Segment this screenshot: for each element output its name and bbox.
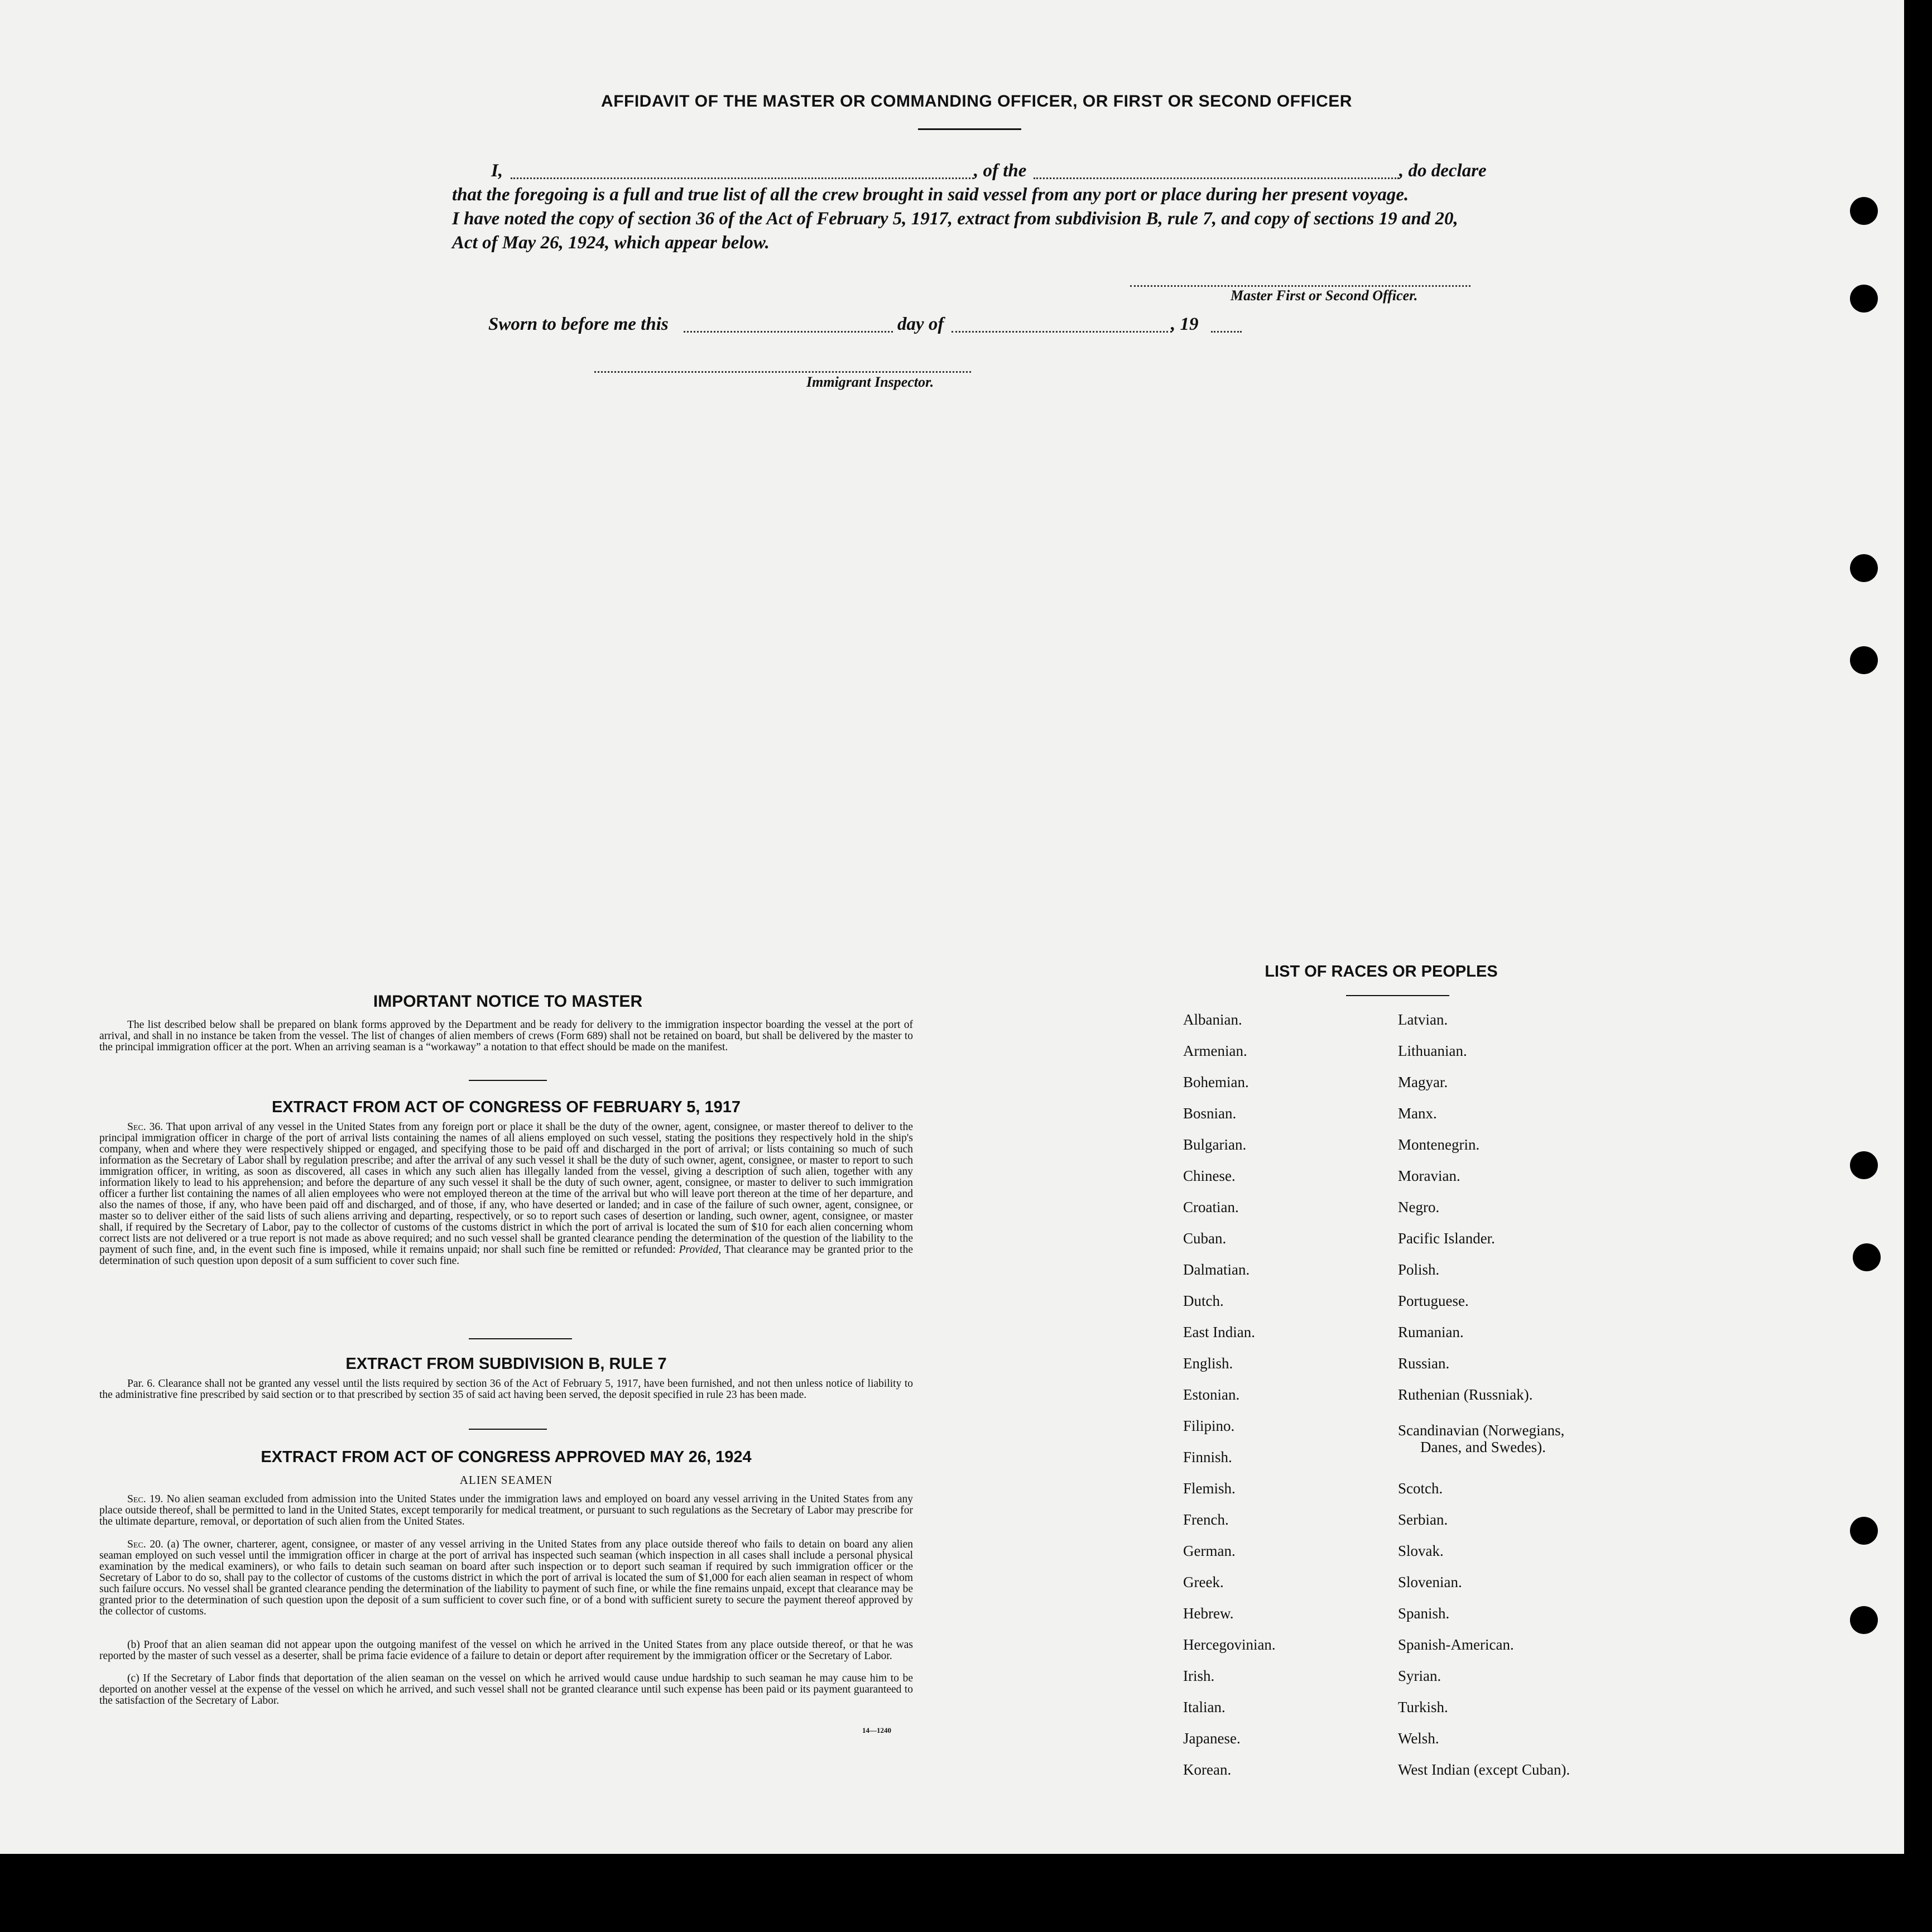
race-item: Estonian. [1183, 1386, 1240, 1403]
race-item: East Indian. [1183, 1324, 1255, 1340]
punch-hole [1850, 1606, 1878, 1634]
punch-hole [1850, 646, 1878, 674]
rule-7-title: EXTRACT FROM SUBDIVISION B, RULE 7 [345, 1355, 667, 1373]
race-item: Lithuanian. [1398, 1042, 1467, 1059]
name-blank[interactable] [511, 177, 974, 179]
notice-rule [469, 1080, 547, 1081]
race-item: Spanish-American. [1398, 1636, 1514, 1653]
sworn-day-blank[interactable] [684, 331, 893, 333]
section-20-label: Sec. 20. [127, 1539, 164, 1550]
race-item: Pacific Islander. [1398, 1230, 1495, 1247]
section-20a-body [99, 1539, 913, 1617]
race-item: Montenegrin. [1398, 1136, 1480, 1153]
section-36-label: Sec. 36. [127, 1121, 163, 1133]
title-rule [918, 128, 1021, 130]
race-item: Greek. [1183, 1574, 1224, 1590]
notice-body: The list described below shall be prepared on blank forms approved by the Department and be ready for delivery to the immigration inspector boarding the vessel at the port of arrival, and shall in no instance be taken from the vessel. The list of changes of alien members of crews (Form 689) shall not be retained on board, but shall be delivered by the master to the principal immigration officer at the port. When an arriving seaman is a “workaway” a notation to that effect should be made on the manifest. [99, 1019, 913, 1053]
notice-title: IMPORTANT NOTICE TO MASTER [373, 992, 643, 1011]
race-item: Latvian. [1398, 1011, 1448, 1028]
race-item: Ruthenian (Russniak). [1398, 1386, 1533, 1403]
sworn-day-label: day of [897, 314, 944, 334]
section-36-tail: That clearance may be granted prior to the determination of such question upon deposit of a sum sufficient to cover such fine. [99, 1244, 914, 1267]
race-item: Slovenian. [1398, 1574, 1462, 1590]
race-item: German. [1183, 1542, 1236, 1559]
declaration-line-4: Act of May 26, 1924, which appear below. [452, 233, 770, 253]
race-item: Dutch. [1183, 1292, 1224, 1309]
race-item: Turkish. [1398, 1699, 1448, 1715]
section-20c-body: (c) If the Secretary of Labor finds that deportation of the alien seaman on the vessel on which he arrived would cause undue hardship to such seaman he may cause him to be deported on another vessel at the expense of the vessel on which he arrived, and such vessel shall not be granted clearance until such expense has been paid or its payment guaranteed to the satisfaction of the Secretary of Labor. [99, 1673, 913, 1707]
race-item: Rumanian. [1398, 1324, 1464, 1340]
race-item: Chinese. [1183, 1167, 1236, 1184]
race-item: Albanian. [1183, 1011, 1242, 1028]
race-item: Flemish. [1183, 1480, 1236, 1497]
declaration-line-1-suffix: , do declare [1399, 161, 1487, 181]
declaration-line-1-mid: , of the [974, 161, 1027, 181]
form-number: 14—1240 [862, 1726, 891, 1734]
race-item: Portuguese. [1398, 1292, 1469, 1309]
race-item: Bohemian. [1183, 1074, 1249, 1090]
race-item: Syrian. [1398, 1667, 1441, 1684]
race-item: Filipino. [1183, 1417, 1235, 1434]
races-title: LIST OF RACES OR PEOPLES [1265, 963, 1498, 981]
race-item: Korean. [1183, 1761, 1232, 1778]
section-20b-body: (b) Proof that an alien seaman did not appear upon the outgoing manifest of the vessel on which he arrived in the United States from any place outside thereof, or that he was reported by the master of such vessel as a deserter, shall be prima facie evidence of a failure to detain or deport after requirement by the immigration officer or the Secretary of Labor. [99, 1639, 913, 1662]
sworn-month-blank[interactable] [951, 331, 1172, 333]
race-item: Danes, and Swedes). [1420, 1439, 1546, 1455]
race-item: Cuban. [1183, 1230, 1227, 1247]
race-item: Negro. [1398, 1199, 1440, 1215]
race-item: Armenian. [1183, 1042, 1247, 1059]
vessel-blank[interactable] [1034, 177, 1399, 179]
section-20a-text: (a) The owner, charterer, agent, consignee, or master of any vessel arriving in the United States from any place outside thereof who fails to detain on board any alien seaman employed on such vessel until the immigration officer in charge at the port of arrival has inspected such seaman (which inspection in all cases shall include a personal physical examination by the medical examiners), or who fails to detain such seaman on board after such inspection or to deport such seaman if required by such immigration officer or the Secretary of Labor to do so, shall pay to the collector of customs of the customs district in which the port of arrival is located the sum of $1,000 for each alien seaman in respect of whom such failure occurs. No vessel shall be granted clearance pending the determination of the liability to payment of such fine, or while the fine remains unpaid, except that clearance may be granted prior to the determination of such question upon the deposit of a sum sufficient to cover such fine, or of a bond with sufficient surety to secure the payment thereof approved by the collector of customs. [99, 1539, 913, 1617]
race-item: Hercegovinian. [1183, 1636, 1276, 1653]
punch-hole [1850, 197, 1878, 225]
races-title-rule [1346, 995, 1449, 996]
race-item: Dalmatian. [1183, 1261, 1250, 1278]
section-36-text: That upon arrival of any vessel in the United States from any foreign port or place it shall be the duty of the owner, agent, consignee, or master thereof to deliver to the principal immigration officer in charge of the port of arrival lists containing the names of all aliens employed on such vessel, stating the positions they respectively hold in the ship's company, when and where they were respectively shipped or engaged, and specifying those to be paid off and discharged in the port of arrival; or lists containing so much of such information as the Secretary of Labor shall by regulation prescribe; and after the arrival of any such vessel it shall be the duty of such owner, agent, consignee, or master to report to such immigration officer, in writing, as soon as discovered, all cases in which any such alien has illegally landed from the vessel, giving a description of such alien, together with any information likely to lead to his apprehension; and before the departure of any such vessel it shall be the duty of such owner, agent, consignee, or master to deliver to such immigration officer a further list containing the names of all alien employees who were not employed thereon at the time of the arrival but who will leave port thereon at the time of her departure, and also the names of those, if any, who have been paid off and discharged, and of those, if any, who have deserted or landed; and in case of the failure of such owner, agent, consignee, or master so to deliver either of the said lists of such aliens arriving and departing, respectively, or so to report such cases of desertion or landing, such owner, agent, consignee, or master shall, if required by the Secretary of Labor, pay to the collector of customs of the customs district in which the port of arrival is located the sum of $10 for each alien concerning whom correct lists are not delivered or a true report is not made as above required; and no such vessel shall be granted clearance pending the determination of the question of the liability to the payment of such fine, and, in the event such fine is imposed, while it remains unpaid; nor shall such fine be remitted or refunded: [99, 1121, 913, 1256]
extract-1917-rule [469, 1338, 572, 1339]
section-19-body [99, 1494, 913, 1527]
sworn-prefix: Sworn to before me this [488, 314, 669, 334]
declaration-line-3: I have noted the copy of section 36 of the Act of February 5, 1917, extract from subdivision B, rule 7, and copy of sections 19 and 20, [452, 209, 1458, 229]
punch-hole [1853, 1243, 1881, 1271]
race-item: Russian. [1398, 1355, 1450, 1372]
inspector-signature-blank[interactable] [594, 371, 971, 373]
inspector-label: Immigrant Inspector. [806, 374, 934, 390]
race-item: Manx. [1398, 1105, 1437, 1122]
section-19-text: No alien seaman excluded from admission into the United States under the immigration laws and employed on board any vessel arriving in the United States from any place outside thereof, shall be permitted to land in the United States, except temporarily for medical treatment, or pursuant to such regulations as the Secretary of Labor may prescribe for the ultimate departure, removal, or deportation of such alien from the United States. [99, 1493, 913, 1527]
race-item: Serbian. [1398, 1511, 1448, 1528]
declaration-line-2: that the foregoing is a full and true list of all the crew brought in said vessel from any port or place during her present voyage. [452, 185, 1409, 205]
race-item: Irish. [1183, 1667, 1215, 1684]
race-item: Bulgarian. [1183, 1136, 1247, 1153]
race-item: Spanish. [1398, 1605, 1450, 1622]
race-item: Japanese. [1183, 1730, 1241, 1747]
race-item: Hebrew. [1183, 1605, 1234, 1622]
race-item: Welsh. [1398, 1730, 1439, 1747]
alien-seamen-subtitle: ALIEN SEAMEN [459, 1473, 553, 1487]
race-item: Polish. [1398, 1261, 1440, 1278]
race-item: French. [1183, 1511, 1229, 1528]
provided-word: Provided, [679, 1244, 722, 1256]
extract-1917-body [99, 1122, 913, 1267]
extract-1917-title: EXTRACT FROM ACT OF CONGRESS OF FEBRUARY 5, 1917 [271, 1098, 741, 1116]
race-item: Scandinavian (Norwegians, [1398, 1422, 1565, 1439]
affidavit-title: AFFIDAVIT OF THE MASTER OR COMMANDING OFFICER, OR FIRST OR SECOND OFFICER [601, 92, 1352, 110]
race-item: West Indian (except Cuban). [1398, 1761, 1570, 1778]
master-label: Master First or Second Officer. [1231, 287, 1418, 304]
race-item: Moravian. [1398, 1167, 1460, 1184]
race-item: Bosnian. [1183, 1105, 1237, 1122]
declaration-line-1-prefix: I, [491, 161, 503, 181]
race-item: Italian. [1183, 1699, 1225, 1715]
section-19-label: Sec. 19. [127, 1493, 164, 1505]
sworn-year-label: , 19 [1171, 314, 1199, 334]
sworn-year-blank[interactable] [1211, 331, 1242, 333]
punch-hole [1850, 285, 1878, 313]
race-item: Finnish. [1183, 1449, 1232, 1465]
rule-7-rule [469, 1429, 547, 1430]
race-item: Magyar. [1398, 1074, 1448, 1090]
punch-hole [1850, 1151, 1878, 1179]
punch-hole [1850, 554, 1878, 582]
punch-hole [1850, 1517, 1878, 1545]
race-item: Scotch. [1398, 1480, 1443, 1497]
rule-7-body: Par. 6. Clearance shall not be granted any vessel until the lists required by section 36 of the Act of February 5, 1917, have been furnished, and not then unless notice of liability to the administrative fine prescribed by said section or to that prescribed by section 35 of said act having been served, the deposit specified in rule 23 has been made. [99, 1378, 913, 1401]
master-signature-blank[interactable] [1130, 285, 1470, 287]
race-item: Croatian. [1183, 1199, 1239, 1215]
extract-1924-title: EXTRACT FROM ACT OF CONGRESS APPROVED MAY 26, 1924 [261, 1448, 752, 1466]
race-item: Slovak. [1398, 1542, 1444, 1559]
race-item: English. [1183, 1355, 1233, 1372]
